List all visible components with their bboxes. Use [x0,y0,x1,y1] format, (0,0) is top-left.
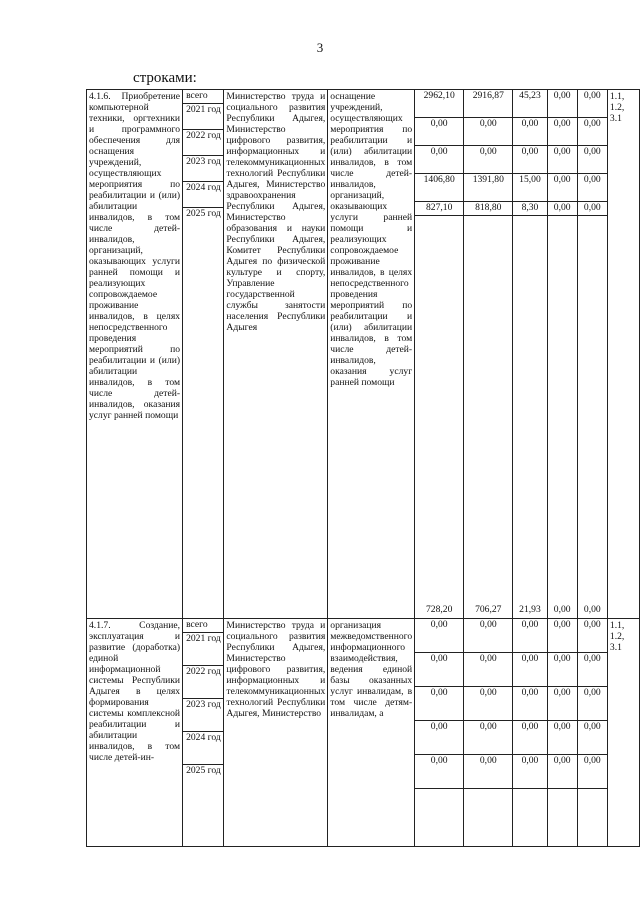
value-cell: 2962,10 [415,90,463,118]
value-cell: 0,00 [513,755,546,789]
value-cell: 2916,87 [464,90,512,118]
page-number: 3 [316,40,324,55]
value-cell: 0,00 [415,755,463,789]
indicator-refs: 1.1, 1.2, 3.1 [607,90,639,619]
value-column [464,619,513,847]
value-column [547,619,577,847]
value-cell: 0,00 [578,687,607,721]
year-label: 2021 год [183,104,223,130]
year-label: 2022 год [183,666,223,699]
value-cell: 21,93 [519,604,541,615]
value-cell: 0,00 [415,146,463,174]
value-cell: 0,00 [548,118,577,146]
year-label: 2023 год [183,156,223,182]
table-row [87,619,640,847]
value-cell: 0,00 [578,90,607,118]
year-label: всего [183,619,223,633]
years-cell [183,90,224,619]
value-cell: 0,00 [415,619,463,653]
expected-result: организация межведомственного информационного взаимодействия, ведения единой базы оказанных услуг инвалидам, в том числе детям-инвалидам, а [328,619,415,847]
value-column [415,90,464,619]
value-cell: 0,00 [415,653,463,687]
value-cell: 0,00 [548,653,577,687]
value-column [547,90,577,619]
indicator-refs: 1.1, 1.2, 3.1 [607,619,639,847]
value-cell: 0,00 [415,721,463,755]
year-label: 2023 год [183,699,223,732]
value-cell: 0,00 [578,118,607,146]
year-label: 2022 год [183,130,223,156]
value-cell: 0,00 [464,687,512,721]
value-column [577,619,607,847]
value-cell: 0,00 [548,202,577,216]
value-column [513,619,547,847]
value-cell: 0,00 [578,146,607,174]
expected-result: оснащение учреждений, осуществляющих мероприятия по реабилитации и (или) абилитации инвалидов, в том числе детей-инвалидов, организаций, оказывающих услуги ранней помощи и реализующих сопровождаемое проживание инвалидов, в целях непосредственного проведения мероприятий по реабилитации и (или) абилитации инвалидов, в том числе детей-инвалидов, оказания услуг ранней помощи [328,90,415,619]
value-cell: 1406,80 [415,174,463,202]
year-label: 2025 год [186,208,221,219]
value-cell: 0,00 [548,146,577,174]
value-cell: 0,00 [513,146,546,174]
value-cell: 0,00 [578,619,607,653]
value-cell: 0,00 [513,118,546,146]
value-cell: 0,00 [415,687,463,721]
value-column [464,90,513,619]
value-cell: 0,00 [513,619,546,653]
value-cell: 0,00 [513,721,546,755]
value-column [415,619,464,847]
value-cell: 1391,80 [464,174,512,202]
value-cell: 0,00 [415,118,463,146]
value-cell: 0,00 [464,146,512,174]
value-cell: 827,10 [415,202,463,216]
value-cell: 0,00 [548,619,577,653]
executors: Министерство труда и социального развития Республики Адыгея, Министерство цифрового развития, информационных и телекоммуникационных технологий Республики Адыгея, Министерство здравоохранения Республики Адыгея, Министерство образования и науки Республики Адыгея, Комитет Республики Адыгея по физической культуре и спорту, Управление государственной службы занятости населения Республики Адыгея [224,90,328,619]
lead-text: строками: [133,70,197,86]
year-label: 2024 год [183,732,223,765]
value-column [577,90,607,619]
table-row [87,90,640,619]
year-label: 2024 год [183,182,223,208]
value-cell: 0,00 [464,118,512,146]
program-table [86,89,640,847]
value-cell: 15,00 [513,174,546,202]
value-cell: 818,80 [464,202,512,216]
value-cell: 0,00 [578,174,607,202]
value-cell: 0,00 [464,619,512,653]
value-cell: 0,00 [548,174,577,202]
year-label: 2025 год [186,765,221,776]
value-cell: 0,00 [578,721,607,755]
value-cell: 0,00 [578,653,607,687]
value-cell: 0,00 [548,90,577,118]
value-cell: 0,00 [513,687,546,721]
year-label: всего [183,90,223,104]
value-cell: 0,00 [464,721,512,755]
value-column [513,90,547,619]
value-cell: 0,00 [513,653,546,687]
value-cell: 0,00 [553,604,571,615]
measure-description: 4.1.6. Приобретение компьютерной техники, оргтехники и программного обеспечения для оснащения учреждений, осуществляющих мероприятия по реабилитации и (или) абилитации инвалидов, в том числе детей-инвалидов, организаций, оказывающих услуги ранней помощи и реализующих сопровождаемое проживание инвалидов, в целях непосредственного проведения мероприятий по реабилитации и (или) абилитации инвалидов, в том числе детей-инвалидов, оказания услуг ранней помощи [87,90,183,619]
measure-description: 4.1.7. Создание, эксплуатация и развитие (доработка) единой информационной системы Республики Адыгея в целях формирования системы комплексной реабилитации и абилитации инвалидов, в том числе детей-ин- [87,619,183,847]
value-cell: 0,00 [578,755,607,789]
executors: Министерство труда и социального развития Республики Адыгея, Министерство цифрового развития, информационных и телекоммуникационных технологий Республики Адыгея, Министерство [224,619,328,847]
value-cell: 728,20 [425,604,453,615]
value-cell: 0,00 [464,653,512,687]
value-cell: 8,30 [513,202,546,216]
value-cell: 0,00 [548,721,577,755]
value-cell: 0,00 [583,604,601,615]
value-cell: 706,27 [475,604,502,615]
value-cell: 0,00 [578,202,607,216]
value-cell: 45,23 [513,90,546,118]
value-cell: 0,00 [548,755,577,789]
year-label: 2021 год [183,633,223,666]
years-cell [183,619,224,847]
value-cell: 0,00 [464,755,512,789]
value-cell: 0,00 [548,687,577,721]
